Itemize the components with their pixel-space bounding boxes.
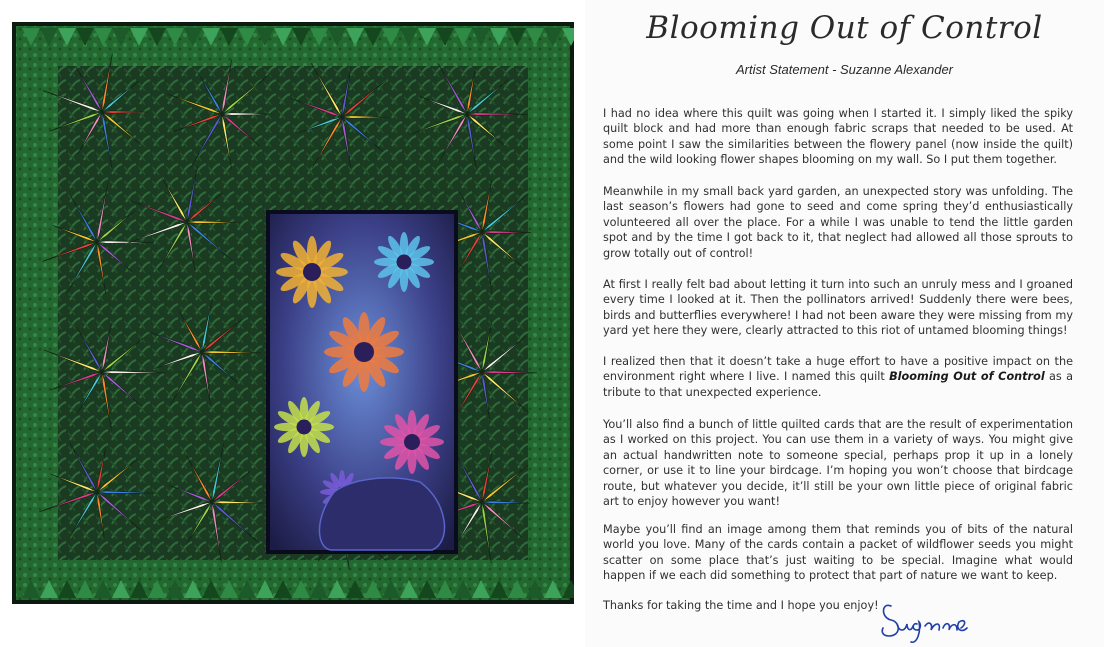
statement-paragraph-6: Maybe you’ll find an image among them that reminds you of bits of the natural world you love. Many of the cards contain a packet of wildflower seeds you might scatter on some place that’s just waiting to be special. Imagine what would happen if we each did something to protect that part of nature we want to keep. (603, 523, 1073, 583)
statement-title: Blooming Out of Control (646, 10, 1043, 46)
quilt-artwork (12, 22, 574, 604)
statement-paragraph-4 (603, 354, 1073, 400)
statement-paragraph-2: Meanwhile in my small back yard garden, an unexpected story was unfolding. The last season’s flowers had gone to seed and come spring they’d enthusiastically volunteered all over the place. For a while I was unable to tend the little garden spot and by the time I got back to it, that neglect had allowed all those sprouts to grow totally out of control! (603, 185, 1073, 260)
paragraph-4-text-start: I realized then that it doesn’t take a huge effort to have a positive impact on the environment right where I live. I named this quilt (603, 355, 1073, 384)
statement-subtitle: Artist Statement - Suzanne Alexander (735, 62, 954, 77)
quilt-name-emphasis: Blooming Out of Control (889, 370, 1045, 384)
statement-paragraph-1: I had no idea where this quilt was going when I started it. I simply liked the spiky quilt block and had more than enough fabric scraps that needed to be used. At some point I saw the similarities between the flowery panel (now inside the quilt) and the wild looking flower shapes blooming on my wall. So I put them together. (603, 107, 1073, 167)
handwritten-signature (877, 588, 969, 646)
quilt-photo (12, 22, 574, 604)
statement-paragraph-5: You’ll also find a bunch of little quilted cards that are the result of experimentation as I worked on this project. You can use them in a variety of ways. You might give an actual handwritten note to someone special, perhaps prop it up in a lonely corner, or use it to line your birdcage. I’m hoping you won’t choose that birdcage route, but whatever you decide, it’ll still be your own little piece of original fabric art to enjoy however you want! (603, 418, 1073, 509)
paragraph-4-text-end: as a tribute to that unexpected experience. (603, 370, 1073, 399)
statement-paragraph-3: At first I really felt bad about letting it turn into such an unruly mess and I groaned every time I looked at it. Then the pollinators arrived! Suddenly there were bees, birds and butterflies everywhere! I had not been aware they were missing from my yard yet here they were, clearly attracted to this riot of untamed blooming things! (603, 278, 1073, 338)
closing-line: Thanks for taking the time and I hope you enjoy! (603, 599, 879, 612)
artist-statement (585, 0, 1104, 647)
